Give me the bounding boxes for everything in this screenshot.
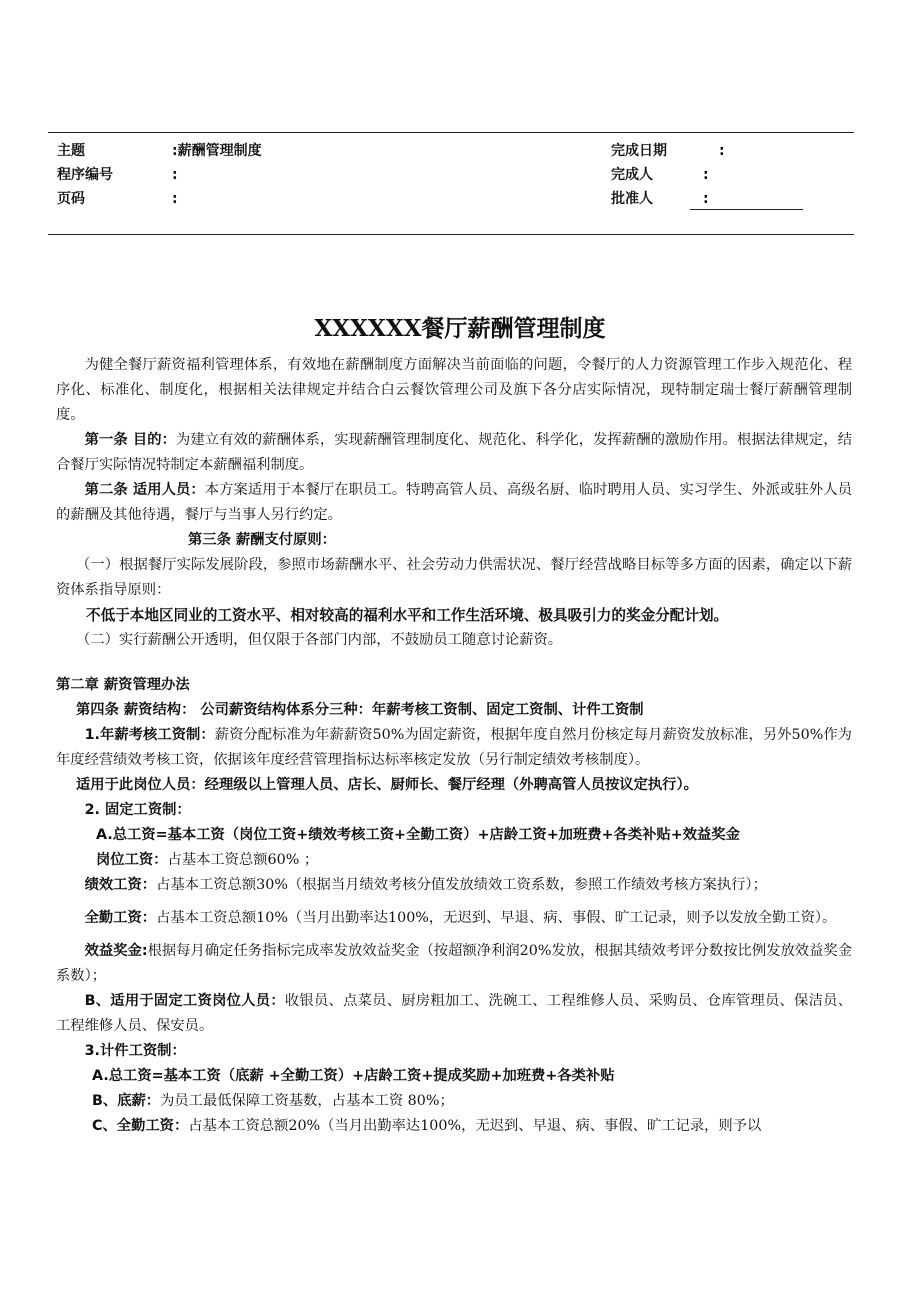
program-value: : <box>172 167 178 183</box>
section-2-formula: A.总工资=基本工资（岗位工资+绩效考核工资+全勤工资）+店龄工资+加班费+各类补贴+效益奖金 <box>96 827 740 843</box>
piece-attendance-label: C、全勤工资： <box>92 1118 189 1134</box>
section-2-attendance-wage <box>56 906 852 931</box>
section-1-text: 薪资分配标准为年薪薪资50%为固定薪资，根据年度自然月份核定每月薪资发放标准，另外50%作为年度经营绩效考核工资，依据该年度经营管理指标达标率核定发放（另行制定绩效考核制度）。 <box>56 727 852 768</box>
piece-attendance-text: 占基本工资总额20%（当月出勤率达100%，无迟到、早退、病、事假、旷工记录，则予以 <box>188 1118 762 1134</box>
section-2-heading: 2. 固定工资制： <box>84 802 191 818</box>
subject-value: :薪酬管理制度 <box>172 143 262 159</box>
section-2-performance-wage <box>56 873 852 898</box>
principle-statement: 不低于本地区同业的工资水平、相对较高的福利水平和工作生活环境、极具吸引力的奖金分配计划。 <box>86 607 729 624</box>
chapter-2-heading: 第二章 薪资管理办法 <box>56 677 190 693</box>
article-4 <box>56 698 852 723</box>
author-value: : <box>703 167 709 183</box>
post-wage-label: 岗位工资： <box>96 852 168 868</box>
attendance-wage-text: 占基本工资总额10%（当月出勤率达100%，无迟到、早退、病、事假、旷工记录，则予以发放全勤工资）。 <box>156 910 837 926</box>
article-2-text: 本方案适用于本餐厅在职员工。特聘高管人员、高级名厨、临时聘用人员、实习学生、外派或驻外人员的薪酬及其他待遇，餐厅与当事人另行约定。 <box>56 482 852 523</box>
applicable-staff-text: 收银员、点菜员、厨房粗加工、洗碗工、工程维修人员、采购员、仓库管理员、保洁员、工程维修人员、保安员。 <box>56 993 852 1034</box>
benefit-bonus-text: 根据每月确定任务指标完成率发放效益奖金（按超额净利润20%发放，根据其绩效考评分数按比例发放效益奖金系数）； <box>56 943 852 984</box>
article-1-text: 为建立有效的薪酬体系，实现薪酬管理制度化、规范化、科学化，发挥薪酬的激励作用。根据法律规定，结合餐厅实际情况特制定本薪酬福利制度。 <box>56 432 853 473</box>
article-4-text: 公司薪资结构体系分三种：年薪考核工资制、固定工资制、计件工资制 <box>195 702 644 718</box>
section-1 <box>56 723 852 773</box>
program-label: 程序编号 <box>57 167 113 183</box>
section-1-label: 1.年薪考核工资制： <box>84 727 215 743</box>
section-3-base-pay <box>56 1089 852 1114</box>
article-3 <box>56 528 852 553</box>
performance-wage-label: 绩效工资： <box>84 877 157 893</box>
header-bottom-rule <box>48 234 854 235</box>
section-3-heading: 3.计件工资制： <box>84 1043 186 1059</box>
benefit-bonus-label: 效益奖金: <box>84 943 148 959</box>
intro-paragraph: 为健全餐厅薪资福利管理体系，有效地在薪酬制度方面解决当前面临的问题，令餐厅的人力资源管理工作步入规范化、程序化、标准化、制度化，根据相关法律规定并结合白云餐饮管理公司及旗下各分店实际情况，现特制定瑞士餐厅薪酬管理制度。 <box>56 357 852 423</box>
article-4-label: 第四条 薪资结构： <box>76 702 196 718</box>
principle-1-paragraph: （一）根据餐厅实际发展阶段，参照市场薪酬水平、社会劳动力供需状况、餐厅经营战略目标等多方面的因素，确定以下薪资体系指导原则： <box>56 557 852 598</box>
document-title: XXXXXX餐厅薪酬管理制度 <box>314 315 606 342</box>
article-1 <box>56 428 852 478</box>
article-2 <box>56 478 852 528</box>
approver-value: : <box>703 191 709 207</box>
approver-signature-line <box>690 209 803 210</box>
base-pay-text: 为员工最低保障工资基数，占基本工资 80%； <box>160 1093 454 1109</box>
article-3-label: 第三条 薪酬支付原则： <box>188 532 336 548</box>
applicable-staff-label: B、适用于固定工资岗位人员： <box>84 993 285 1009</box>
document-body <box>56 353 852 1139</box>
date-value: : <box>719 143 725 159</box>
principle-2-paragraph: （二）实行薪酬公开透明，但仅限于各部门内部，不鼓励员工随意讨论薪资。 <box>76 632 563 648</box>
header-top-rule <box>48 132 854 133</box>
page-value: : <box>172 191 178 207</box>
performance-wage-text: 占基本工资总额30%（根据当月绩效考核分值发放绩效工资系数，参照工作绩效考核方案执行）； <box>156 877 767 893</box>
author-label: 完成人 <box>611 167 653 183</box>
subject-label: 主题 <box>57 143 85 159</box>
section-3-attendance-wage <box>56 1114 852 1139</box>
section-3-formula: A.总工资=基本工资（底薪 +全勤工资）+店龄工资+提成奖励+加班费+各类补贴 <box>92 1068 615 1084</box>
base-pay-label: B、底薪： <box>92 1093 161 1109</box>
article-1-label: 第一条 目的： <box>84 432 176 448</box>
page-label: 页码 <box>57 191 85 207</box>
date-label: 完成日期 <box>611 143 667 159</box>
attendance-wage-label: 全勤工资： <box>84 910 157 926</box>
post-wage-text: 占基本工资总额60% ； <box>167 852 319 868</box>
section-1-applies: 适用于此岗位人员：经理级以上管理人员、店长、厨师长、餐厅经理（外聘高管人员按议定执行）。 <box>76 777 698 793</box>
section-2-benefit-bonus <box>56 939 852 989</box>
section-2-post-wage <box>56 848 852 873</box>
section-2-applicable-staff <box>56 989 852 1039</box>
approver-label: 批准人 <box>611 191 653 207</box>
article-2-label: 第二条 适用人员： <box>84 482 205 498</box>
